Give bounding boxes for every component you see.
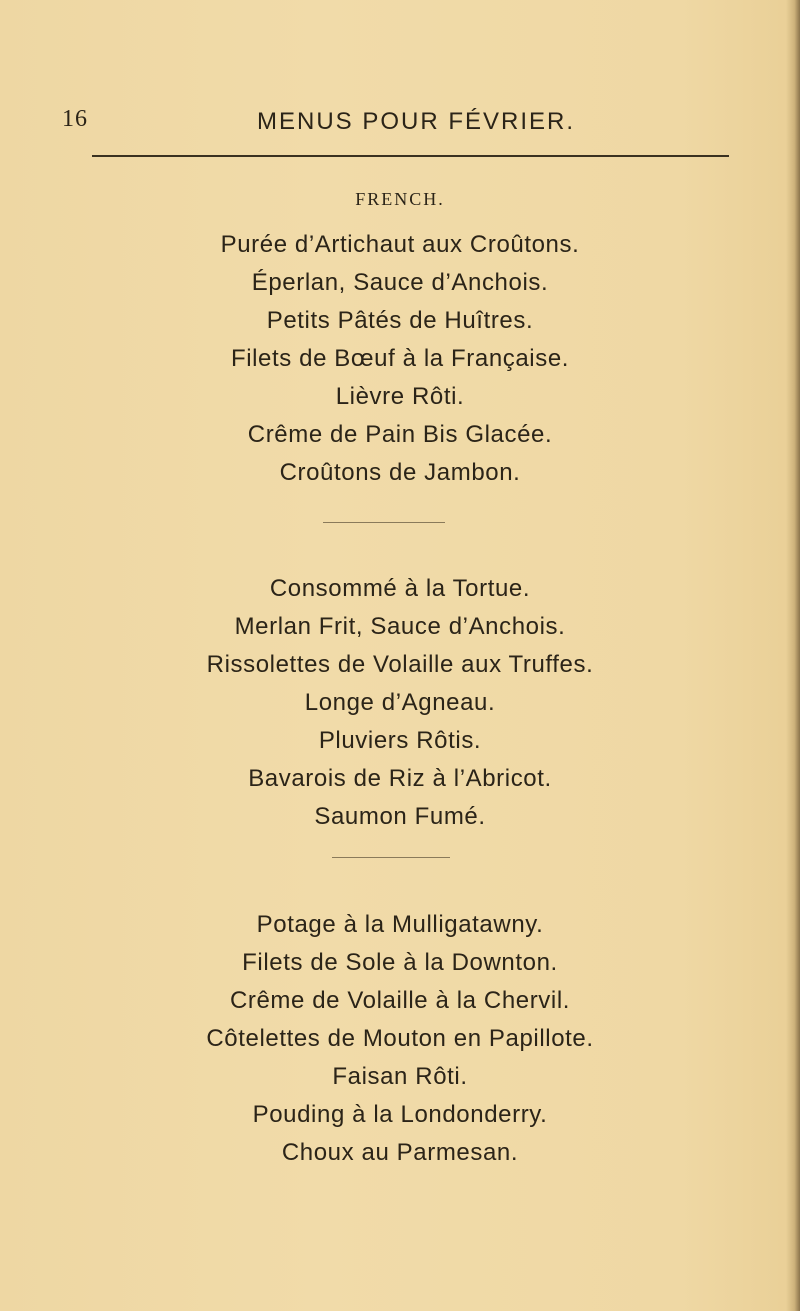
menu-item: Pluviers Rôtis. <box>318 727 482 754</box>
menu-item: Filets de Bœuf à la Française. <box>230 345 570 372</box>
running-head: MENUS POUR FÉVRIER. <box>257 108 576 135</box>
header-rule <box>92 155 729 157</box>
menu-2 <box>0 570 800 836</box>
menu-item: Rissolettes de Volaille aux Truffes. <box>206 651 594 678</box>
page-header <box>0 106 800 142</box>
menu-item: Saumon Fumé. <box>314 803 486 830</box>
menu-divider <box>332 857 450 858</box>
menu-item: Croûtons de Jambon. <box>279 459 521 486</box>
menu-item: Pouding à la Londonderry. <box>252 1101 548 1128</box>
menu-item: Purée d’Artichaut aux Croûtons. <box>220 231 580 258</box>
menu-item: Crême de Pain Bis Glacée. <box>247 421 553 448</box>
menu-item: Filets de Sole à la Downton. <box>242 949 558 976</box>
menu-item: Éperlan, Sauce d’Anchois. <box>251 269 549 296</box>
menu-item: Longe d’Agneau. <box>304 689 496 716</box>
page-number: 16 <box>62 106 88 132</box>
menu-1 <box>0 226 800 492</box>
menu-item: Faisan Rôti. <box>332 1063 468 1090</box>
menu-item: Côtelettes de Mouton en Papillote. <box>206 1025 594 1052</box>
menu-item: Potage à la Mulligatawny. <box>256 911 544 938</box>
menu-item: Choux au Parmesan. <box>281 1139 519 1166</box>
menu-item: Consommé à la Tortue. <box>269 575 531 602</box>
menu-item: Merlan Frit, Sauce d’Anchois. <box>234 613 566 640</box>
menu-item: Petits Pâtés de Huîtres. <box>266 307 534 334</box>
menu-3 <box>0 906 800 1172</box>
menu-divider <box>323 522 445 523</box>
menu-item: Lièvre Rôti. <box>335 383 465 410</box>
section-label: FRENCH. <box>355 189 445 209</box>
menu-item: Crême de Volaille à la Chervil. <box>229 987 571 1014</box>
menu-item: Bavarois de Riz à l’Abricot. <box>248 765 552 792</box>
